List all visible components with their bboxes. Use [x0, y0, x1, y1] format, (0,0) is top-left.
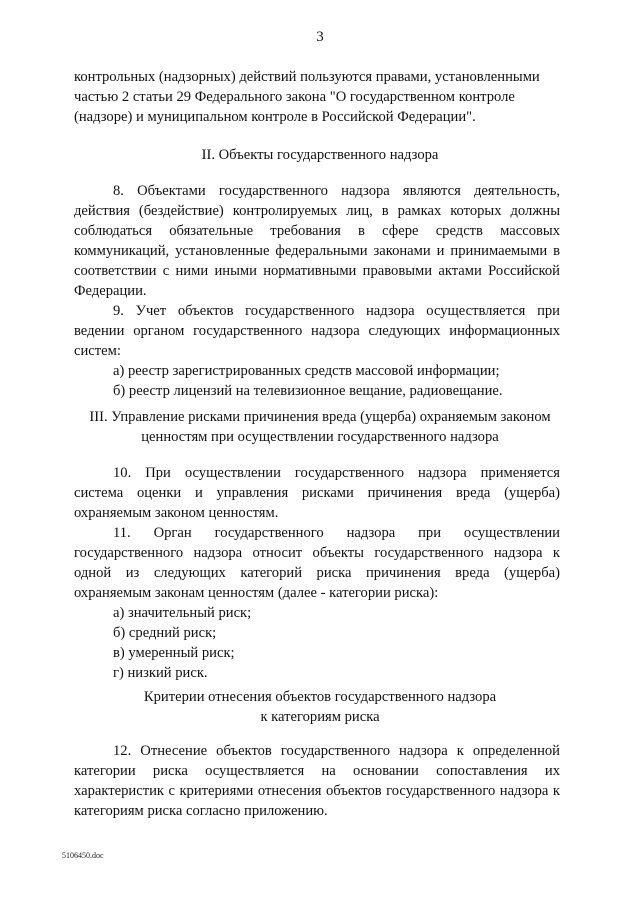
list-item: б) реестр лицензий на телевизионное вещание, радиовещание.	[113, 383, 503, 399]
heading-line: Критерии отнесения объектов государственного надзора	[143, 689, 497, 705]
intro-block	[74, 67, 560, 127]
paragraph-8: 8. Объектами государственного надзора являются деятельность, действия (бездействие) контролируемых лиц, в рамках которых должны соблюдаться обязательные требования в сфере средств массовых коммуникаций, установленные федеральными законами и принимаемыми в соответствии с ними иными нормативными правовыми актами Российской Федерации.	[74, 183, 560, 299]
section-heading-risk-management	[60, 407, 580, 447]
section3-body	[74, 463, 560, 683]
intro-line: частью 2 статьи 29 Федерального закона "О государственном контроле	[74, 89, 515, 105]
list-item: г) низкий риск.	[113, 665, 208, 681]
heading-line: III. Управление рисками причинения вреда (ущерба) охраняемым законом	[89, 409, 551, 425]
criteria-heading	[60, 687, 580, 727]
page-number: 3	[316, 29, 324, 45]
document-code: 5106450.doc	[62, 851, 104, 860]
intro-line: (надзоре) и муниципальном контроле в Российской Федерации".	[74, 109, 476, 125]
paragraph-10: 10. При осуществлении государственного надзора применяется система оценки и управления рисками причинения вреда (ущерба) охраняемым законом ценностям.	[74, 465, 560, 521]
section2-body	[74, 181, 560, 401]
paragraph-11: 11. Орган государственного надзора при осуществлении государственного надзора относит объекты государственного надзора к одной из следующих категорий риска причинения вреда (ущерба) охраняемым законам ценностям (далее - категории риска):	[74, 525, 560, 601]
intro-line: контрольных (надзорных) действий пользуются правами, установленными	[74, 69, 540, 85]
heading-line: ценностям при осуществлении государственного надзора	[141, 429, 499, 445]
paragraph-9: 9. Учет объектов государственного надзора осуществляется при ведении органом государственного надзора следующих информационных систем:	[74, 303, 560, 359]
list-item: а) реестр зарегистрированных средств массовой информации;	[113, 363, 500, 379]
list-item: а) значительный риск;	[113, 605, 252, 621]
section-heading-objects: II. Объекты государственного надзора	[201, 147, 439, 163]
heading-line: к категориям риска	[260, 709, 380, 725]
list-item: в) умеренный риск;	[113, 645, 235, 661]
criteria-body	[74, 741, 560, 821]
paragraph-12: 12. Отнесение объектов государственного надзора к определенной категории риска осуществляется на основании сопоставления их характеристик с критериями отнесения объектов государственного надзора к категориям риска согласно приложению.	[74, 743, 560, 819]
list-item: б) средний риск;	[113, 625, 217, 641]
